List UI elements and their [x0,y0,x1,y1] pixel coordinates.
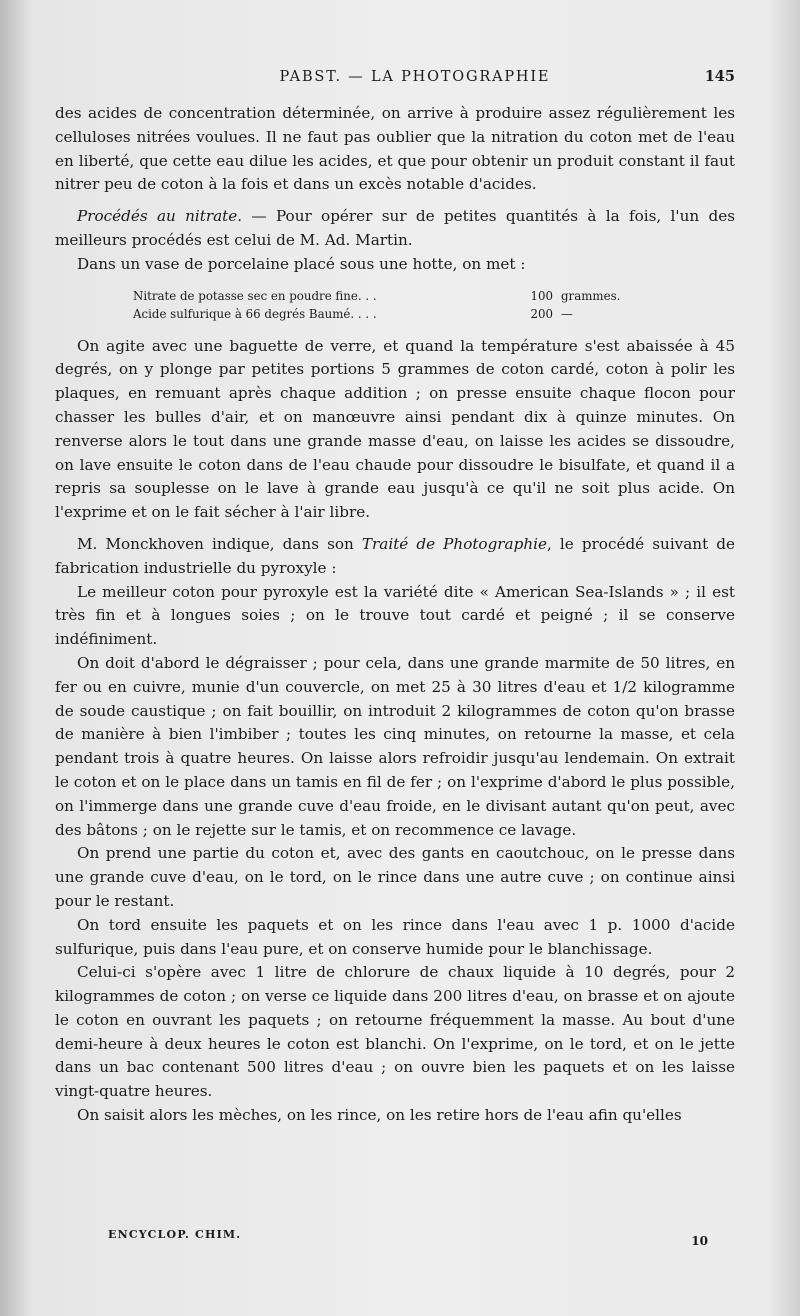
paragraph-10: Celui-ci s'opère avec 1 litre de chlorure de chaux liquide à 10 degrés, pour 2 kilogrammes de coton ; on verse ce liquide dans 200 litres d'eau, on brasse et on ajoute le coton en ouvrant les paquets ; on retourne fréquemment la masse. Au bout d'une demi-heure à deux heures le coton est blanchi. On l'exprime, on le tord, et on le jette dans un bac contenant 500 litres d'eau ; on ouvre bien les paquets et on les laisse vingt-quatre heures. [55,963,735,1101]
recipe-item: Nitrate de potasse sec en poudre fine. . . [133,288,377,303]
paragraph-5 [55,533,735,581]
paragraph-3: Dans un vase de porcelaine placé sous une hotte, on met : [77,254,526,273]
paragraph-5-a: M. Monckhoven indique, dans son [77,534,362,553]
page-body [55,102,735,1128]
paragraph-5-b: , le procédé suivant de fabrication industrielle du pyroxyle : [55,534,735,577]
page-number: 145 [704,68,735,85]
paragraph-7: On doit d'abord le dégraisser ; pour cela, dans une grande marmite de 50 litres, en fer ou en cuivre, munie d'un couvercle, on met 25 à 30 litres d'eau et 1/2 kilogramme de soude caustique ; on fait bouillir, on introduit 2 kilogrammes de coton qu'on brasse de manière à bien l'imbiber ; toutes les cinq minutes, on retourne la masse, et cela pendant trois à quatre heures. On laisse alors refroidir jusqu'au lendemain. On extrait le coton et on le place dans un tamis en fil de fer ; on l'exprime d'abord le plus possible, on l'immerge dans une grande cuve d'eau froide, en le divisant autant qu'on peut, avec des bâtons ; on le rejette sur le tamis, et on recommence ce lavage. [55,653,735,839]
recipe-unit: grammes. [561,288,621,303]
paragraph-1: des acides de concentration déterminée, on arrive à produire assez régulièrement les celluloses nitrées voulues. Il ne faut pas oublier que la nitration du coton met de l'eau en liberté, que cette eau dilue les acides, et que pour obtenir un produit constant il faut nitrer peu de coton à la fois et dans un excès notable d'acides. [55,104,735,194]
paragraph-6: Le meilleur coton pour pyroxyle est la variété dite « American Sea-Islands » ; il est très fin et à longues soies ; on le trouve tout cardé et peigné ; il se conserve indéfiniment. [55,582,735,649]
running-title: PABST. — LA PHOTOGRAPHIE [279,69,551,85]
page-footer [108,1228,708,1248]
section-heading: Procédés au nitrate. [77,207,243,226]
recipe-table [133,287,735,323]
paragraph-8: On prend une partie du coton et, avec des gants en caoutchouc, on le presse dans une grande cuve d'eau, on le tord, on le rince dans une autre cuve ; on continue ainsi pour le restant. [55,844,735,910]
footer-collection: ENCYCLOP. CHIM. [108,1228,242,1241]
recipe-unit: — [561,306,573,321]
paragraph-2-body: — Pour opérer sur de petites quantités à la fois, l'un des meilleurs procédés est celui de M. Ad. Martin. [55,207,735,249]
paragraph-4: On agite avec une baguette de verre, et quand la température s'est abaissée à 45 degrés, on y plonge par petites portions 5 grammes de coton cardé, coton à polir les plaques, en remuant après chaque addition ; on presse ensuite chaque flocon pour chasser les bulles d'air, et on manœuvre ainsi pendant dix à quinze minutes. On renverse alors le tout dans une grande masse d'eau, on laisse les acides se dissoudre, on lave ensuite le coton dans de l'eau chaude pour dissoudre le bisulfate, et quand il a repris sa souplesse on le lave à grande eau jusqu'à ce qu'il ne soit plus acide. On l'exprime et on le fait sécher à l'air libre. [55,336,735,522]
paragraph-11: On saisit alors les mèches, on les rince, on les retire hors de l'eau afin qu'elles [77,1106,682,1125]
recipe-item: Acide sulfurique à 66 degrés Baumé. . . . [133,306,377,321]
running-header [55,68,735,92]
book-title: Traité de Photographie [361,534,547,553]
footer-signature: 10 [691,1234,708,1248]
recipe-row [133,287,735,305]
recipe-qty: 100 [530,288,553,303]
paragraph-9: On tord ensuite les paquets et on les rince dans l'eau avec 1 p. 1000 d'acide sulfurique, puis dans l'eau pure, et on conserve humide pour le blanchissage. [55,915,735,958]
recipe-qty: 200 [530,306,553,321]
recipe-row [133,305,735,323]
paragraph-2 [55,205,735,253]
